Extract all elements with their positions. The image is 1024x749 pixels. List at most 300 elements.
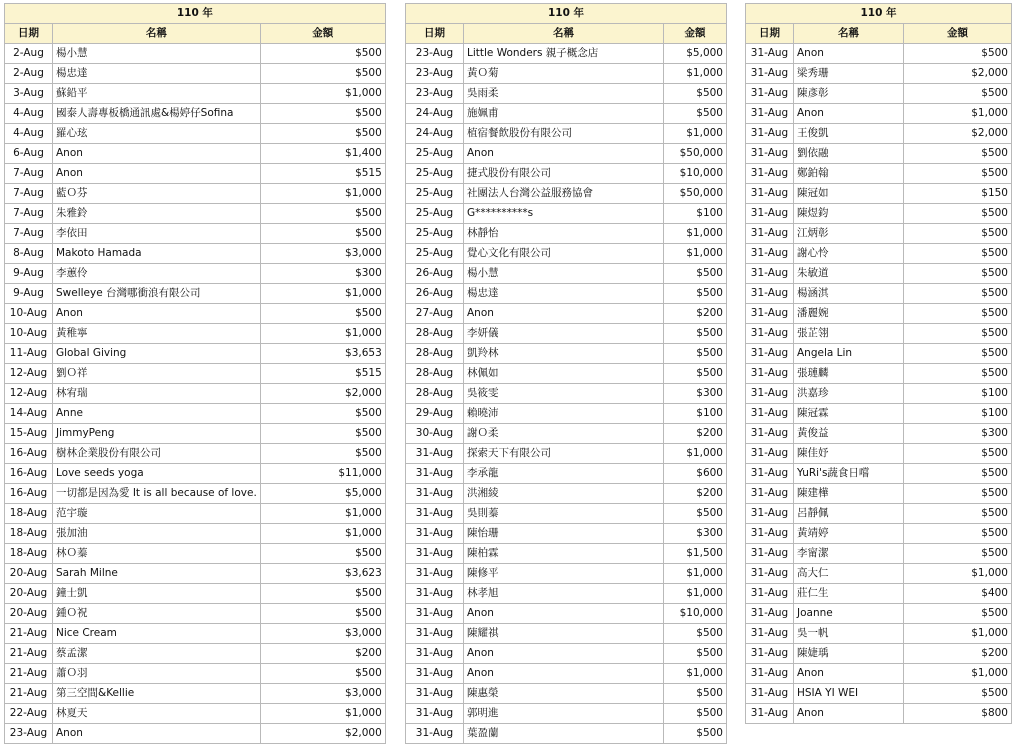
amount-cell: $500 — [260, 124, 385, 144]
column-header-name: 名稱 — [794, 24, 904, 44]
date-cell: 7-Aug — [5, 164, 53, 184]
amount-cell: $500 — [260, 44, 385, 64]
donor-name-cell: Anon — [794, 704, 904, 724]
date-cell: 31-Aug — [746, 304, 794, 324]
date-cell: 31-Aug — [746, 684, 794, 704]
donor-name-cell: Anon — [794, 44, 904, 64]
amount-cell: $100 — [904, 404, 1012, 424]
date-cell: 30-Aug — [406, 424, 464, 444]
date-cell: 31-Aug — [746, 704, 794, 724]
table-row — [746, 124, 1012, 144]
date-cell: 31-Aug — [406, 484, 464, 504]
donor-name-cell: 張璉麟 — [794, 364, 904, 384]
date-cell: 31-Aug — [746, 184, 794, 204]
date-cell: 3-Aug — [5, 84, 53, 104]
table-row — [406, 644, 727, 664]
date-cell: 6-Aug — [5, 144, 53, 164]
table-row — [5, 424, 386, 444]
donor-name-cell: 張芷翎 — [794, 324, 904, 344]
donor-name-cell: 楊小慧 — [53, 44, 261, 64]
donor-name-cell: 吳則蓁 — [464, 504, 664, 524]
date-cell: 10-Aug — [5, 304, 53, 324]
date-cell: 18-Aug — [5, 544, 53, 564]
table-row — [5, 304, 386, 324]
date-cell: 31-Aug — [406, 584, 464, 604]
donor-name-cell: 陳彥彰 — [794, 84, 904, 104]
amount-cell: $1,500 — [664, 544, 727, 564]
table-row — [746, 404, 1012, 424]
donor-name-cell: Joanne — [794, 604, 904, 624]
column-header-amount: 金額 — [904, 24, 1012, 44]
donor-name-cell: Anon — [53, 164, 261, 184]
table-row — [406, 404, 727, 424]
table-row — [5, 684, 386, 704]
amount-cell: $1,000 — [664, 444, 727, 464]
table-row — [5, 624, 386, 644]
date-cell: 31-Aug — [406, 544, 464, 564]
donor-name-cell: 楊忠達 — [464, 284, 664, 304]
amount-cell: $500 — [664, 644, 727, 664]
amount-cell: $200 — [904, 644, 1012, 664]
table-row — [406, 364, 727, 384]
donor-name-cell: 樹林企業股份有限公司 — [53, 444, 261, 464]
date-cell: 31-Aug — [746, 464, 794, 484]
table-row — [406, 64, 727, 84]
column-header-date: 日期 — [5, 24, 53, 44]
donor-name-cell: 鍾Ｏ祝 — [53, 604, 261, 624]
date-cell: 31-Aug — [746, 624, 794, 644]
amount-cell: $500 — [904, 484, 1012, 504]
table-row — [5, 544, 386, 564]
amount-cell: $500 — [904, 504, 1012, 524]
table-row — [406, 704, 727, 724]
amount-cell: $200 — [664, 304, 727, 324]
donor-name-cell: Anon — [464, 144, 664, 164]
date-cell: 2-Aug — [5, 64, 53, 84]
amount-cell: $50,000 — [664, 144, 727, 164]
amount-cell: $500 — [664, 724, 727, 744]
donor-name-cell: 楊涵淇 — [794, 284, 904, 304]
table-row — [406, 624, 727, 644]
table-body — [746, 44, 1012, 724]
amount-cell: $500 — [904, 224, 1012, 244]
amount-cell: $10,000 — [664, 164, 727, 184]
table-row — [5, 484, 386, 504]
table-row — [5, 204, 386, 224]
table-row — [746, 564, 1012, 584]
amount-cell: $500 — [260, 404, 385, 424]
table-row — [5, 364, 386, 384]
table-row — [406, 284, 727, 304]
date-cell: 31-Aug — [746, 144, 794, 164]
table-row — [746, 304, 1012, 324]
donor-name-cell: 李依田 — [53, 224, 261, 244]
donor-name-cell: 蔡孟潔 — [53, 644, 261, 664]
amount-cell: $3,000 — [260, 684, 385, 704]
donor-name-cell: 李承龍 — [464, 464, 664, 484]
date-cell: 23-Aug — [5, 724, 53, 744]
date-cell: 31-Aug — [406, 684, 464, 704]
table-row — [746, 164, 1012, 184]
date-cell: 9-Aug — [5, 284, 53, 304]
table-row — [746, 144, 1012, 164]
amount-cell: $515 — [260, 364, 385, 384]
table-row — [746, 604, 1012, 624]
date-cell: 31-Aug — [746, 64, 794, 84]
amount-cell: $3,653 — [260, 344, 385, 364]
amount-cell: $300 — [260, 264, 385, 284]
date-cell: 31-Aug — [746, 224, 794, 244]
date-cell: 31-Aug — [406, 444, 464, 464]
donation-table-1 — [4, 3, 386, 744]
donor-name-cell: 林夏天 — [53, 704, 261, 724]
table-row — [746, 84, 1012, 104]
donor-name-cell: 吳雨柔 — [464, 84, 664, 104]
date-cell: 31-Aug — [406, 604, 464, 624]
donor-name-cell: 凱羚林 — [464, 344, 664, 364]
amount-cell: $1,000 — [664, 664, 727, 684]
amount-cell: $200 — [260, 644, 385, 664]
table-row — [406, 344, 727, 364]
donor-name-cell: 吳一帆 — [794, 624, 904, 644]
amount-cell: $150 — [904, 184, 1012, 204]
table-row — [5, 44, 386, 64]
amount-cell: $1,400 — [260, 144, 385, 164]
amount-cell: $500 — [260, 584, 385, 604]
table-row — [5, 564, 386, 584]
donor-name-cell: Little Wonders 親子概念店 — [464, 44, 664, 64]
date-cell: 31-Aug — [746, 344, 794, 364]
table-row — [746, 104, 1012, 124]
date-cell: 28-Aug — [406, 384, 464, 404]
amount-cell: $500 — [904, 544, 1012, 564]
donor-name-cell: HSIA YI WEI — [794, 684, 904, 704]
amount-cell: $500 — [904, 604, 1012, 624]
amount-cell: $500 — [260, 204, 385, 224]
donor-name-cell: 楊忠達 — [53, 64, 261, 84]
donor-name-cell: 第三空間&Kellie — [53, 684, 261, 704]
amount-cell: $2,000 — [904, 64, 1012, 84]
date-cell: 18-Aug — [5, 504, 53, 524]
date-cell: 16-Aug — [5, 484, 53, 504]
table-row — [5, 184, 386, 204]
donor-name-cell: Global Giving — [53, 344, 261, 364]
table-row — [5, 104, 386, 124]
date-cell: 31-Aug — [406, 624, 464, 644]
date-cell: 31-Aug — [746, 564, 794, 584]
amount-cell: $500 — [904, 524, 1012, 544]
table-row — [746, 204, 1012, 224]
amount-cell: $1,000 — [664, 124, 727, 144]
table-row — [5, 464, 386, 484]
amount-cell: $500 — [904, 204, 1012, 224]
donor-name-cell: 洪嘉珍 — [794, 384, 904, 404]
date-cell: 16-Aug — [5, 464, 53, 484]
amount-cell: $5,000 — [664, 44, 727, 64]
table-row — [746, 624, 1012, 644]
table-row — [406, 504, 727, 524]
donor-name-cell: Anon — [464, 304, 664, 324]
amount-cell: $500 — [664, 684, 727, 704]
table-row — [746, 184, 1012, 204]
amount-cell: $50,000 — [664, 184, 727, 204]
date-cell: 31-Aug — [746, 124, 794, 144]
donor-name-cell: 范宇璇 — [53, 504, 261, 524]
table-row — [406, 324, 727, 344]
amount-cell: $2,000 — [904, 124, 1012, 144]
table-row — [406, 244, 727, 264]
amount-cell: $500 — [664, 284, 727, 304]
amount-cell: $1,000 — [664, 564, 727, 584]
amount-cell: $500 — [904, 44, 1012, 64]
date-cell: 2-Aug — [5, 44, 53, 64]
donor-name-cell: 謝心怜 — [794, 244, 904, 264]
table-row — [5, 404, 386, 424]
donor-name-cell: 黃Ｏ菊 — [464, 64, 664, 84]
table-row — [746, 44, 1012, 64]
amount-cell: $500 — [260, 304, 385, 324]
donor-name-cell: Anon — [794, 104, 904, 124]
date-cell: 31-Aug — [746, 104, 794, 124]
table-row — [5, 144, 386, 164]
amount-cell: $500 — [664, 504, 727, 524]
table-row — [746, 64, 1012, 84]
table-row — [5, 64, 386, 84]
date-cell: 31-Aug — [406, 644, 464, 664]
donor-name-cell: Nice Cream — [53, 624, 261, 644]
date-cell: 20-Aug — [5, 604, 53, 624]
date-cell: 23-Aug — [406, 64, 464, 84]
date-cell: 20-Aug — [5, 584, 53, 604]
date-cell: 31-Aug — [746, 504, 794, 524]
table-row — [746, 704, 1012, 724]
donor-name-cell: Anne — [53, 404, 261, 424]
donor-name-cell: Anon — [794, 664, 904, 684]
date-cell: 23-Aug — [406, 44, 464, 64]
donor-name-cell: 莊仁生 — [794, 584, 904, 604]
table-row — [406, 104, 727, 124]
amount-cell: $500 — [904, 364, 1012, 384]
donor-name-cell: Sarah Milne — [53, 564, 261, 584]
column-header-name: 名稱 — [464, 24, 664, 44]
donation-table-3 — [745, 3, 1012, 724]
donation-table-2 — [405, 3, 727, 744]
donor-name-cell: 葉盈蘭 — [464, 724, 664, 744]
date-cell: 31-Aug — [746, 484, 794, 504]
amount-cell: $100 — [664, 404, 727, 424]
table-row — [5, 384, 386, 404]
date-cell: 7-Aug — [5, 224, 53, 244]
table-row — [5, 224, 386, 244]
table-row — [746, 344, 1012, 364]
amount-cell: $2,000 — [260, 724, 385, 744]
donor-name-cell: 高大仁 — [794, 564, 904, 584]
table-row — [746, 284, 1012, 304]
donor-name-cell: 朱雅鈴 — [53, 204, 261, 224]
donor-name-cell: 鐘士凱 — [53, 584, 261, 604]
date-cell: 25-Aug — [406, 244, 464, 264]
table-row — [406, 684, 727, 704]
donor-name-cell: Love seeds yoga — [53, 464, 261, 484]
amount-cell: $1,000 — [664, 64, 727, 84]
amount-cell: $500 — [904, 444, 1012, 464]
donor-name-cell: Angela Lin — [794, 344, 904, 364]
date-cell: 31-Aug — [746, 644, 794, 664]
column-header-name: 名稱 — [53, 24, 261, 44]
donor-name-cell: 羅心玹 — [53, 124, 261, 144]
table-row — [746, 244, 1012, 264]
amount-cell: $1,000 — [260, 184, 385, 204]
table-row — [5, 444, 386, 464]
date-cell: 31-Aug — [746, 604, 794, 624]
table-row — [746, 264, 1012, 284]
donor-name-cell: 黃靖婷 — [794, 524, 904, 544]
column-header-amount: 金額 — [260, 24, 385, 44]
amount-cell: $800 — [904, 704, 1012, 724]
date-cell: 31-Aug — [406, 724, 464, 744]
table-row — [406, 724, 727, 744]
date-cell: 25-Aug — [406, 164, 464, 184]
amount-cell: $500 — [904, 684, 1012, 704]
donor-name-cell: 捷式股份有限公司 — [464, 164, 664, 184]
amount-cell: $500 — [260, 444, 385, 464]
donor-name-cell: 王俊凱 — [794, 124, 904, 144]
table-row — [406, 664, 727, 684]
table-row — [406, 184, 727, 204]
amount-cell: $1,000 — [664, 224, 727, 244]
donor-name-cell: 賴曉沛 — [464, 404, 664, 424]
table-row — [406, 164, 727, 184]
table-row — [406, 464, 727, 484]
table-row — [5, 644, 386, 664]
date-cell: 31-Aug — [746, 664, 794, 684]
donor-name-cell: 探索天下有限公司 — [464, 444, 664, 464]
amount-cell: $1,000 — [664, 244, 727, 264]
table-row — [5, 164, 386, 184]
date-cell: 31-Aug — [746, 84, 794, 104]
date-cell: 12-Aug — [5, 364, 53, 384]
amount-cell: $500 — [664, 84, 727, 104]
table-row — [746, 504, 1012, 524]
table-row — [406, 144, 727, 164]
donor-name-cell: 陳惠榮 — [464, 684, 664, 704]
donor-name-cell: Anon — [464, 664, 664, 684]
column-header-amount: 金額 — [664, 24, 727, 44]
year-header: 110 年 — [746, 4, 1012, 24]
donor-name-cell: 呂靜佩 — [794, 504, 904, 524]
donor-name-cell: 陳煜鈞 — [794, 204, 904, 224]
amount-cell: $1,000 — [260, 524, 385, 544]
table-row — [406, 124, 727, 144]
amount-cell: $500 — [904, 264, 1012, 284]
date-cell: 4-Aug — [5, 124, 53, 144]
donor-name-cell: 林Ｏ蓁 — [53, 544, 261, 564]
date-cell: 24-Aug — [406, 124, 464, 144]
table-row — [746, 644, 1012, 664]
date-cell: 31-Aug — [406, 504, 464, 524]
donor-name-cell: 陳冠如 — [794, 184, 904, 204]
date-cell: 21-Aug — [5, 624, 53, 644]
amount-cell: $500 — [904, 164, 1012, 184]
table-row — [406, 304, 727, 324]
amount-cell: $300 — [664, 524, 727, 544]
donor-name-cell: 張加油 — [53, 524, 261, 544]
date-cell: 25-Aug — [406, 224, 464, 244]
table-row — [406, 84, 727, 104]
table-row — [406, 444, 727, 464]
date-cell: 7-Aug — [5, 204, 53, 224]
table-row — [5, 504, 386, 524]
amount-cell: $500 — [904, 84, 1012, 104]
donor-name-cell: YuRi's蔬食日嚐 — [794, 464, 904, 484]
amount-cell: $200 — [664, 484, 727, 504]
amount-cell: $300 — [904, 424, 1012, 444]
donor-name-cell: 劉依融 — [794, 144, 904, 164]
table-row — [746, 524, 1012, 544]
donor-name-cell: 蘇鉛平 — [53, 84, 261, 104]
donor-name-cell: 吳筱雯 — [464, 384, 664, 404]
table-row — [746, 684, 1012, 704]
amount-cell: $2,000 — [260, 384, 385, 404]
amount-cell: $500 — [904, 284, 1012, 304]
table-row — [5, 84, 386, 104]
table-row — [5, 264, 386, 284]
donor-name-cell: 林佩如 — [464, 364, 664, 384]
table-row — [5, 584, 386, 604]
table-row — [746, 664, 1012, 684]
date-cell: 26-Aug — [406, 284, 464, 304]
amount-cell: $100 — [904, 384, 1012, 404]
date-cell: 31-Aug — [746, 444, 794, 464]
donor-name-cell: 國泰人壽專板橋通訊處&楊婷仔Sofina — [53, 104, 261, 124]
amount-cell: $500 — [260, 604, 385, 624]
date-cell: 31-Aug — [746, 524, 794, 544]
amount-cell: $500 — [664, 624, 727, 644]
donor-name-cell: 劉Ｏ祥 — [53, 364, 261, 384]
table-row — [406, 544, 727, 564]
amount-cell: $500 — [904, 244, 1012, 264]
amount-cell: $1,000 — [664, 584, 727, 604]
amount-cell: $1,000 — [904, 624, 1012, 644]
table-row — [406, 384, 727, 404]
amount-cell: $200 — [664, 424, 727, 444]
amount-cell: $400 — [904, 584, 1012, 604]
date-cell: 16-Aug — [5, 444, 53, 464]
date-cell: 12-Aug — [5, 384, 53, 404]
donor-name-cell: 陳建樺 — [794, 484, 904, 504]
amount-cell: $500 — [664, 324, 727, 344]
donor-name-cell: 林靜怡 — [464, 224, 664, 244]
date-cell: 21-Aug — [5, 644, 53, 664]
table-row — [746, 464, 1012, 484]
table-body — [406, 44, 727, 744]
table-row — [746, 444, 1012, 464]
amount-cell: $1,000 — [260, 324, 385, 344]
donor-name-cell: 鄭鉑翰 — [794, 164, 904, 184]
amount-cell: $1,000 — [260, 84, 385, 104]
date-cell: 31-Aug — [746, 44, 794, 64]
table-row — [406, 524, 727, 544]
amount-cell: $500 — [904, 464, 1012, 484]
date-cell: 28-Aug — [406, 324, 464, 344]
date-cell: 28-Aug — [406, 364, 464, 384]
amount-cell: $1,000 — [260, 504, 385, 524]
date-cell: 15-Aug — [5, 424, 53, 444]
date-cell: 14-Aug — [5, 404, 53, 424]
amount-cell: $3,000 — [260, 244, 385, 264]
date-cell: 26-Aug — [406, 264, 464, 284]
donor-name-cell: 楊小慧 — [464, 264, 664, 284]
